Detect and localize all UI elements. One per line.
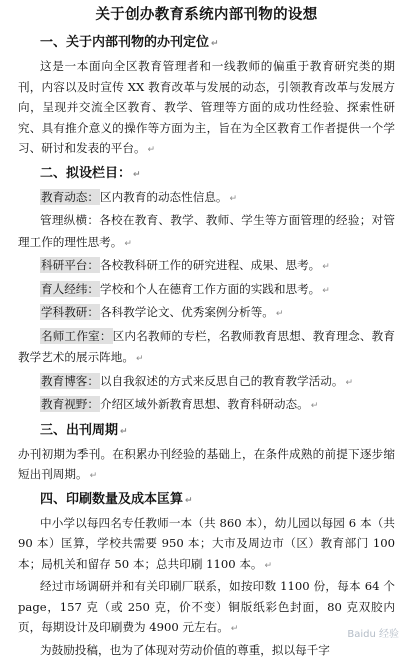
section-3-paragraph: 办刊初期为季刊。在积累办刊经验的基础上，在条件成熟的前提下逐步缩短出刊周期。 ↵ xyxy=(18,444,395,487)
column-item: 育人经纬：学校和个人在德育工作方面的实践和思考。 ↵ xyxy=(18,279,395,303)
section-1-heading: 一、关于内部刊物的办刊定位 ↵ xyxy=(18,32,395,55)
section-3-heading: 三、出刊周期 ↵ xyxy=(18,420,395,443)
column-name: 管理纵横： xyxy=(40,213,99,227)
section-4-heading: 四、印刷数量及成本匡算 ↵ xyxy=(18,489,395,512)
column-item: 学科教研：各科教学论文、优秀案例分析等。 ↵ xyxy=(18,302,395,326)
column-item: 科研平台：各校教科研工作的研究进程、成果、思考。 ↵ xyxy=(18,255,395,279)
document-title: 关于创办教育系统内部刊物的设想 xyxy=(18,4,395,26)
watermark: Baidu 经验 xyxy=(347,625,399,640)
column-item: 管理纵横：各校在教育、教学、教师、学生等方面管理的经验；对管理工作的理性思考。 ↵ xyxy=(18,210,395,255)
section-2-heading: 二、拟设栏目： ↵ xyxy=(18,163,395,186)
column-name: 名师工作室： xyxy=(40,328,113,344)
column-item: 名师工作室：区内名教师的专栏，名教师教育思想、教育理念、教育教学艺术的展示阵地。 ↵ xyxy=(18,326,395,371)
section-4-paragraph: 经过市场调研并和有关印刷厂联系，如按印数 1100 份，每本 64 个 page，157 克（或 250 克，价不变）铜版纸彩色封面，80 克双胶内页，每期设计及印刷费为 4900 元左右。 ↵ xyxy=(18,576,395,640)
section-4-paragraph: 中小学以每四名专任教师一本（共 860 本），幼儿园以每园 6 本（共 90 本）匡算，学校共需要 950 本；大市及周边市（区）教育部门 100 本；局机关和留存 50 本；总共印刷 1100 本。 ↵ xyxy=(18,513,395,577)
column-name: 育人经纬： xyxy=(40,281,100,297)
section-1-paragraph: 这是一本面向全区教育管理者和一线教师的偏重于教育研究类的期刊，内容以及时宣传 XX 教育改革与发展的动态，引领教育改革与发展方向，呈现并交流全区教育、教学、管理等方面的成功性经验、探索性研究、具有推介意义的操作等方面为主，旨在为全区教育工作者提供一个学习、研讨和发表的平台。 ↵ xyxy=(18,56,395,161)
column-item: 教育视野：介绍区域外新教育思想、教育科研动态。 ↵ xyxy=(18,394,395,418)
section-4-paragraph: 为鼓励投稿，也为了体现对劳动价值的尊重，拟以每千字 xyxy=(18,640,395,660)
column-item: 教育博客：以自我叙述的方式来反思自己的教育教学活动。 ↵ xyxy=(18,371,395,395)
column-name: 教育视野： xyxy=(40,396,100,412)
column-name: 科研平台： xyxy=(40,257,100,273)
column-name: 教育动态： xyxy=(40,189,100,205)
column-item: 教育动态：区内教育的动态性信息。 ↵ xyxy=(18,187,395,211)
column-name: 教育博客： xyxy=(40,373,100,389)
column-name: 学科教研： xyxy=(40,304,100,320)
